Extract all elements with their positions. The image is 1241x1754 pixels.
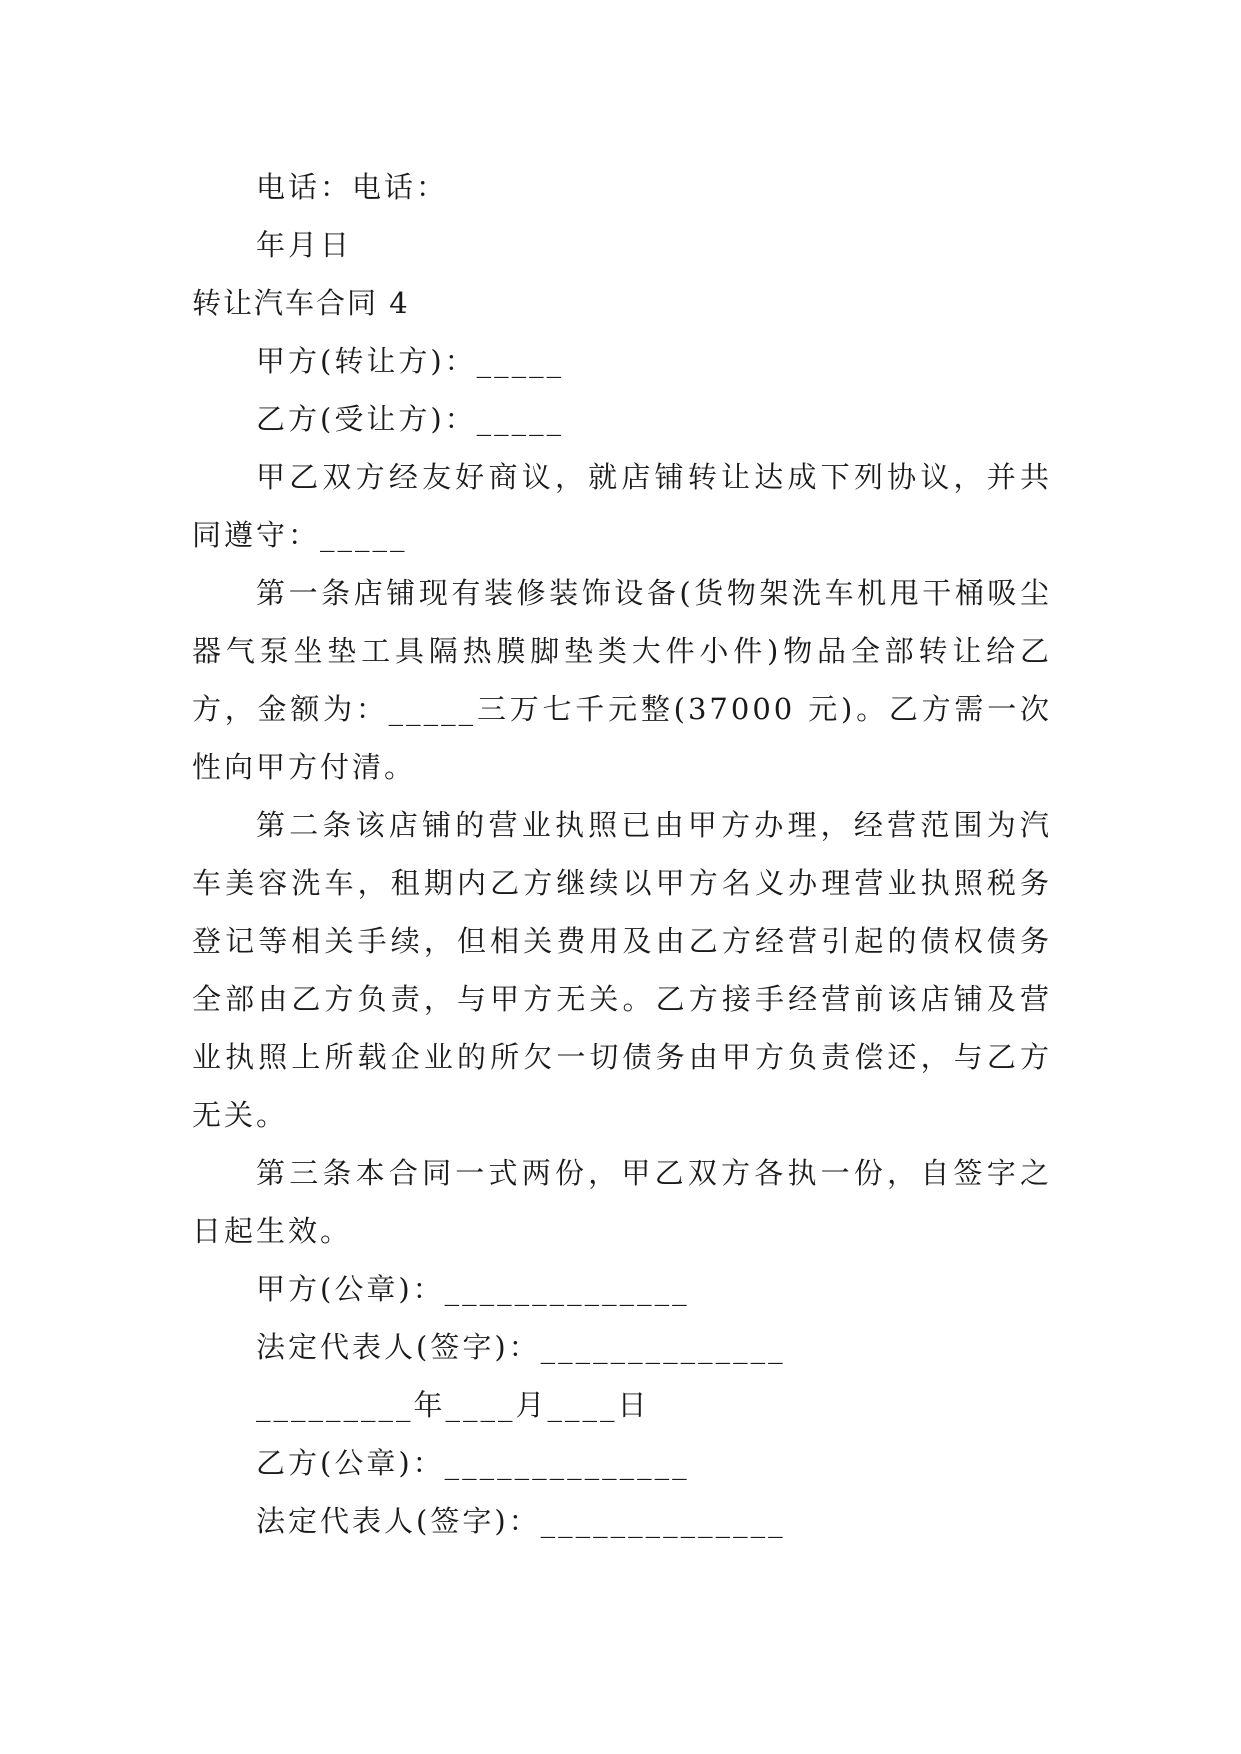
signing-date-line: _________年____月____日 bbox=[256, 1388, 650, 1422]
party-a-seal-line: 甲方(公章)：______________ bbox=[256, 1272, 690, 1306]
article-3-paragraph: 第三条本合同一式两份，甲乙双方各执一份，自签字之日起生效。 bbox=[192, 1156, 1052, 1248]
party-a-line: 甲方(转让方)：_____ bbox=[256, 344, 565, 378]
phone-line: 电话：电话： bbox=[256, 170, 449, 204]
intro-paragraph: 甲乙双方经友好商议，就店铺转让达成下列协议，并共同遵守：_____ bbox=[192, 460, 1052, 552]
article-1-paragraph: 第一条店铺现有装修装饰设备(货物架洗车机甩干桶吸尘器气泵坐垫工具隔热膜脚垫类大件小件)物品全部转让给乙方，金额为：_____三万七千元整(37000 元)。乙方需一次性向甲方付清。 bbox=[192, 576, 1052, 784]
party-b-representative-line: 法定代表人(签字)：______________ bbox=[256, 1504, 786, 1538]
article-2-paragraph: 第二条该店铺的营业执照已由甲方办理，经营范围为汽车美容洗车，租期内乙方继续以甲方名义办理营业执照税务登记等相关手续，但相关费用及由乙方经营引起的债权债务全部由乙方负责，与甲方无关。乙方接手经营前该店铺及营业执照上所载企业的所欠一切债务由甲方负责偿还，与乙方无关。 bbox=[192, 808, 1052, 1132]
party-b-line: 乙方(受让方)：_____ bbox=[256, 402, 565, 436]
date-line-top: 年月日 bbox=[256, 228, 353, 262]
contract-title: 转让汽车合同 4 bbox=[192, 286, 410, 320]
document-page bbox=[192, 158, 1052, 1550]
party-b-seal-line: 乙方(公章)：______________ bbox=[256, 1446, 690, 1480]
party-a-representative-line: 法定代表人(签字)：______________ bbox=[256, 1330, 786, 1364]
